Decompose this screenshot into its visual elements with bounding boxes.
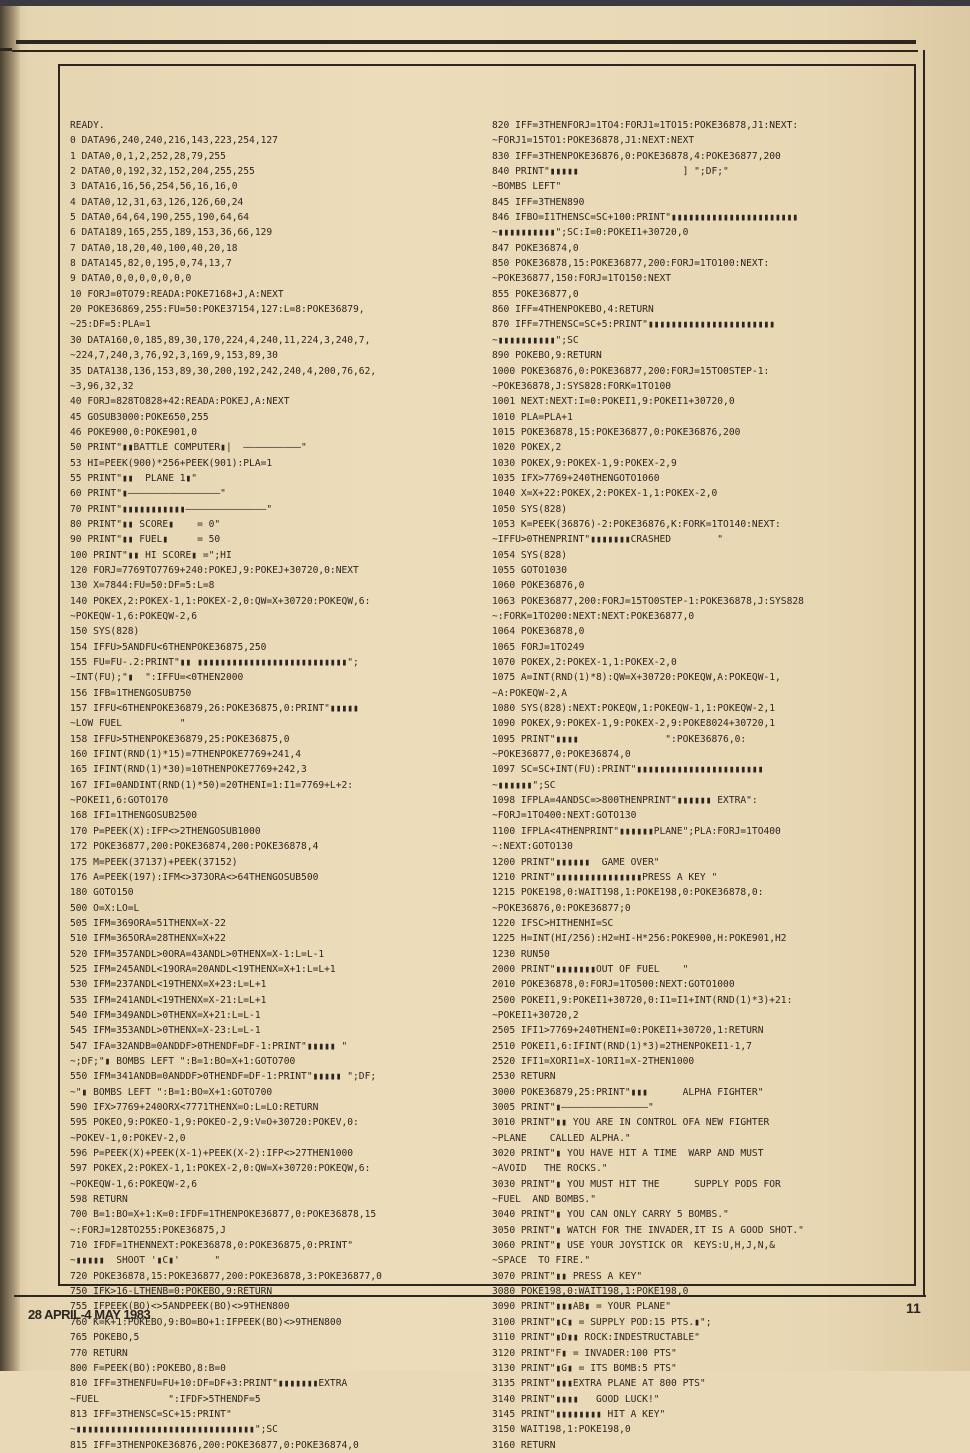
listing-column-left (70, 118, 492, 1453)
code-line-continuation: ~POKEQW-1,6:POKEQW-2,6 (70, 611, 198, 622)
code-line: 175 M=PEEK(37137)+PEEK(37152) (70, 856, 238, 868)
code-line: 800 F=PEEK(BO):POKEBO,8:B=0 (70, 1362, 226, 1374)
code-line: 820 IFF=3THENFORJ=1TO4:FORJ1=1TO15:POKE36878,J1:NEXT: (492, 120, 799, 131)
code-line: 4 DATA0,12,31,63,126,126,60,24 (70, 196, 244, 208)
code-line: 505 IFM=369ORA=51THENX=X-22 (70, 917, 226, 929)
code-line: 755 IFPEEK(BO)<>5ANDPEEK(BO)<>9THEN800 (70, 1301, 290, 1313)
code-line: 1053 K=PEEK(36876)-2:POKE36876,K:FORK=1TO140:NEXT: (492, 518, 781, 530)
code-line: 1095 PRINT"▮▮▮▮ ":POKE36876,0: (492, 733, 747, 745)
code-line-continuation: ~:FORK=1TO200:NEXT:NEXT:POKE36877,0 (492, 611, 695, 622)
code-line: 813 IFF=3THENSC=SC+15:PRINT" (70, 1408, 232, 1420)
code-line: 860 IFF=4THENPOKEBO,4:RETURN (492, 304, 654, 316)
code-line: 3110 PRINT"▮D▮▮ ROCK:INDESTRUCTABLE" (492, 1332, 700, 1344)
code-line: 700 B=1:BO=X+1:K=0:IFDF=1THENPOKE36877,0:POKE36878,15 (70, 1209, 377, 1221)
code-line: 3070 PRINT"▮▮ PRESS A KEY" (492, 1270, 643, 1282)
code-line: 1040 X=X+22:POKEX,2:POKEX-1,1:POKEX-2,0 (492, 488, 718, 500)
code-line: 158 IFFU>5THENPOKE36879,25:POKE36875,0 (70, 733, 290, 745)
code-line: 53 HI=PEEK(900)*256+PEEK(901):PLA=1 (70, 457, 273, 469)
code-line: 3135 PRINT"▮▮▮EXTRA PLANE AT 800 PTS" (492, 1378, 706, 1390)
code-line-continuation: ~POKE36878,J:SYS828:FORK=1TO100 (492, 380, 672, 392)
header-rule-thick (16, 40, 916, 44)
code-line: 1015 POKE36878,15:POKE36877,0:POKE36876,200 (492, 426, 741, 438)
code-line: 0 DATA96,240,240,216,143,223,254,127 (70, 135, 278, 147)
code-line: 150 SYS(828) (70, 626, 140, 638)
header-rule-stub (0, 48, 12, 51)
code-line: 1225 H=INT(HI/256):H2=HI-H*256:POKE900,H:POKE901,H2 (492, 933, 787, 945)
code-line: 3000 POKE36879,25:PRINT"▮▮▮ ALPHA FIGHTER" (492, 1086, 764, 1098)
code-line: 3050 PRINT"▮ WATCH FOR THE INVADER,IT IS A GOOD SHOT." (492, 1224, 804, 1236)
code-line-continuation: ~3,96,32,32 (70, 380, 134, 392)
header-rule-thin (12, 50, 918, 52)
code-line: 765 POKEBO,5 (70, 1332, 140, 1344)
code-line: 530 IFM=237ANDL<19THENX=X+23:L=L+1 (70, 979, 267, 991)
code-line: 1075 A=INT(RND(1)*8):QW=X+30720:POKEQW,A:POKEQW-1, (492, 672, 781, 684)
code-line: 167 IFI=0ANDINT(RND(1)*50)=20THENI=1:I1=7769+L+2: (70, 779, 354, 791)
code-line: 596 P=PEEK(X)+PEEK(X-1)+PEEK(X-2):IFP<>27THEN1000 (70, 1148, 354, 1160)
code-line: 535 IFM=241ANDL<19THENX=X-21:L=L+1 (70, 994, 267, 1006)
code-line: 5 DATA0,64,64,190,255,190,64,64 (70, 212, 250, 224)
code-line: 520 IFM=357ANDL>0ORA=43ANDL>0THENX=X-1:L=L-1 (70, 948, 325, 960)
code-line: 840 PRINT"▮▮▮▮▮ ] ";DF;" (492, 166, 729, 178)
code-line-continuation: ~▮▮▮▮▮ SHOOT '▮C▮' " (70, 1255, 221, 1267)
code-line: 100 PRINT"▮▮ HI SCORE▮ =";HI (70, 549, 232, 561)
code-line: 30 DATA160,0,185,89,30,170,224,4,240,11,224,3,240,7, (70, 334, 371, 346)
code-line: 720 POKE36878,15:POKE36877,200:POKE36878,3:POKE36877,0 (70, 1270, 382, 1282)
code-line: 3030 PRINT"▮ YOU MUST HIT THE SUPPLY PODS FOR (492, 1178, 781, 1190)
outer-right-rule (923, 50, 925, 1295)
code-line: 1001 NEXT:NEXT:I=0:POKEI1,9:POKEI1+30720,0 (492, 396, 735, 408)
code-line: 550 IFM=341ANDB=0ANDDF>0THENDF=DF-1:PRINT"▮▮▮▮▮ ";DF; (70, 1071, 377, 1083)
code-line-continuation: ~FORJ1=15TO1:POKE36878,J1:NEXT:NEXT (492, 135, 695, 147)
code-line-continuation: ~POKE36877,0:POKE36874,0 (492, 749, 631, 761)
code-line-continuation: ~▮▮▮▮▮▮▮▮▮▮";SC (492, 334, 579, 346)
code-line: 1097 SC=SC+INT(FU):PRINT"▮▮▮▮▮▮▮▮▮▮▮▮▮▮▮▮▮▮▮▮▮▮ (492, 764, 764, 776)
code-line: 2000 PRINT"▮▮▮▮▮▮▮OUT OF FUEL " (492, 963, 689, 975)
code-line: 172 POKE36877,200:POKE36874,200:POKE36878,4 (70, 841, 319, 853)
code-line: 180 GOTO150 (70, 887, 134, 899)
code-line-continuation: ~LOW FUEL " (70, 718, 186, 730)
code-line: 547 IFA=32ANDB=0ANDDF>0THENDF=DF-1:PRINT"▮▮▮▮▮ " (70, 1040, 348, 1052)
code-line: 1065 FORJ=1TO249 (492, 641, 585, 653)
code-line: 70 PRINT"▮▮▮▮▮▮▮▮▮▮▮——————————————" (70, 503, 273, 515)
code-line-continuation: ~:NEXT:GOTO130 (492, 841, 573, 853)
code-line: 598 RETURN (70, 1194, 128, 1206)
code-line: 3020 PRINT"▮ YOU HAVE HIT A TIME WARP AND MUST (492, 1148, 764, 1160)
binding-spine (0, 0, 20, 1371)
code-line-continuation: ~IFFU>0THENPRINT"▮▮▮▮▮▮▮CRASHED " (492, 534, 724, 546)
code-line: 3160 RETURN (492, 1439, 556, 1451)
code-line: 2500 POKEI1,9:POKEI1+30720,0:I1=I1+INT(RND(1)*3)+21: (492, 994, 793, 1006)
code-line: 155 FU=FU-.2:PRINT"▮▮ ▮▮▮▮▮▮▮▮▮▮▮▮▮▮▮▮▮▮▮▮▮▮▮▮▮▮"; (70, 657, 359, 669)
code-line: 3145 PRINT"▮▮▮▮▮▮▮▮ HIT A KEY" (492, 1408, 666, 1420)
code-line: 1090 POKEX,9:POKEX-1,9:POKEX-2,9:POKE8024+30720,1 (492, 718, 776, 730)
code-line: 2505 IFI1>7769+240THENI=0:POKEI1+30720,1:RETURN (492, 1025, 764, 1037)
code-line: 165 IFINT(RND(1)*30)=10THENPOKE7769+242,3 (70, 764, 307, 776)
code-line: 3040 PRINT"▮ YOU CAN ONLY CARRY 5 BOMBS." (492, 1209, 729, 1221)
code-line: 3 DATA16,16,56,254,56,16,16,0 (70, 181, 238, 193)
code-line: 2520 IFI1=XORI1=X-1ORI1=X-2THEN1000 (492, 1055, 695, 1067)
code-line: 157 IFFU<6THENPOKE36879,26:POKE36875,0:PRINT"▮▮▮▮▮ (70, 703, 359, 715)
code-line-continuation: ~;DF;"▮ BOMBS LEFT ":B=1:BO=X+1:GOTO700 (70, 1055, 296, 1067)
code-line: 2010 POKE36878,0:FORJ=1TO500:NEXT:GOTO1000 (492, 979, 735, 991)
page-number: 11 (906, 1300, 921, 1316)
code-line: 3080 POKE198,0:WAIT198,1:POKE198,0 (492, 1286, 689, 1298)
code-line: 770 RETURN (70, 1347, 128, 1359)
code-line: 160 IFINT(RND(1)*15)=7THENPOKE7769+241,4 (70, 749, 302, 761)
code-line: 845 IFF=3THEN890 (492, 196, 585, 208)
code-line: 3120 PRINT"F▮ = INVADER:100 PTS" (492, 1347, 677, 1359)
code-line: 540 IFM=349ANDL>0THENX=X+21:L=L-1 (70, 1009, 261, 1021)
code-line: 40 FORJ=828TO828+42:READA:POKEJ,A:NEXT (70, 396, 290, 408)
code-line: READY. (70, 120, 105, 131)
code-line: 597 POKEX,2:POKEX-1,1:POKEX-2,0:QW=X+30720:POKEQW,6: (70, 1163, 371, 1175)
code-line: 1070 POKEX,2:POKEX-1,1:POKEX-2,0 (492, 657, 677, 669)
code-line: 2510 POKEI1,6:IFINT(RND(1)*3)=2THENPOKEI1-1,7 (492, 1040, 752, 1052)
code-line: 590 IFX>7769+240ORX<7771THENX=O:L=LO:RETURN (70, 1102, 319, 1113)
code-line-continuation: ~25:DF=5:PLA=1 (70, 319, 151, 331)
code-line-continuation: ~POKEV-1,0:POKEV-2,0 (70, 1132, 186, 1144)
code-line-continuation: ~POKE36877,150:FORJ=1TO150:NEXT (492, 273, 672, 285)
code-line: 846 IFBO=I1THENSC=SC+100:PRINT"▮▮▮▮▮▮▮▮▮▮▮▮▮▮▮▮▮▮▮▮▮▮ (492, 212, 799, 224)
code-line-continuation: ~INT(FU);"▮ ":IFFU=<0THEN2000 (70, 672, 244, 684)
code-line: 3005 PRINT"▮———————————————" (492, 1102, 654, 1113)
code-line: 156 IFB=1THENGOSUB750 (70, 687, 192, 699)
code-line-continuation: ~"▮ BOMBS LEFT ":B=1:BO=X+1:GOTO700 (70, 1086, 273, 1098)
code-line: 830 IFF=3THENPOKE36876,0:POKE36878,4:POKE36877,200 (492, 150, 781, 162)
code-line-continuation: ~▮▮▮▮▮▮";SC (492, 779, 556, 791)
code-line: 3140 PRINT"▮▮▮▮ GOOD LUCK!" (492, 1393, 660, 1405)
code-line: 1230 RUN50 (492, 948, 550, 960)
code-line-continuation: ~POKEI1+30720,2 (492, 1009, 579, 1021)
code-line: 1035 IFX>7769+240THENGOTO1060 (492, 472, 660, 484)
code-line: 1010 PLA=PLA+1 (492, 411, 573, 423)
code-line: 1030 POKEX,9:POKEX-1,9:POKEX-2,9 (492, 457, 677, 469)
code-line: 9 DATA0,0,0,0,0,0,0,0 (70, 273, 192, 285)
code-line: 140 POKEX,2:POKEX-1,1:POKEX-2,0:QW=X+30720:POKEQW,6: (70, 595, 371, 607)
code-line-continuation: ~POKEI1,6:GOTO170 (70, 795, 169, 807)
top-edge (0, 0, 970, 6)
code-line: 1063 POKE36877,200:FORJ=15TO0STEP-1:POKE36878,J:SYS828 (492, 595, 804, 607)
code-line: 1100 IFPLA<4THENPRINT"▮▮▮▮▮▮PLANE";PLA:FORJ=1TO400 (492, 825, 781, 837)
code-line: 2530 RETURN (492, 1071, 556, 1083)
code-line-continuation: ~:FORJ=128TO255:POKE36875,J (70, 1224, 226, 1236)
code-line: 545 IFM=353ANDL>0THENX=X-23:L=L-1 (70, 1025, 261, 1037)
code-line-continuation: ~FUEL ":IFDF>5THENDF=5 (70, 1393, 261, 1405)
code-line: 3130 PRINT"▮G▮ = ITS BOMB:5 PTS" (492, 1362, 677, 1374)
code-line: 7 DATA0,18,20,40,100,40,20,18 (70, 242, 238, 254)
code-line: 130 X=7844:FU=50:DF=5:L=8 (70, 580, 215, 592)
code-line: 710 IFDF=1THENNEXT:POKE36878,0:POKE36875,0:PRINT" (70, 1240, 354, 1252)
code-line: 120 FORJ=7769TO7769+240:POKEJ,9:POKEJ+30720,0:NEXT (70, 564, 359, 576)
code-line: 90 PRINT"▮▮ FUEL▮ = 50 (70, 534, 221, 546)
code-line: 50 PRINT"▮▮BATTLE COMPUTER▮| ——————————" (70, 442, 307, 454)
code-line: 3060 PRINT"▮ USE YOUR JOYSTICK OR KEYS:U,H,J,N,& (492, 1240, 776, 1252)
code-line: 60 PRINT"▮————————————————" (70, 488, 226, 500)
code-line: 595 POKEO,9:POKEO-1,9:POKEO-2,9:V=O+30720:POKEV,0: (70, 1117, 359, 1129)
code-line: 3090 PRINT"▮▮▮AB▮ = YOUR PLANE" (492, 1301, 672, 1313)
code-line-continuation: ~FUEL AND BOMBS." (492, 1194, 596, 1206)
code-line: 6 DATA189,165,255,189,153,36,66,129 (70, 227, 273, 239)
code-line: 1098 IFPLA=4ANDSC=>800THENPRINT"▮▮▮▮▮▮ EXTRA": (492, 795, 758, 807)
code-line: 154 IFFU>5ANDFU<6THENPOKE36875,250 (70, 641, 267, 653)
code-line: 176 A=PEEK(197):IFM<>373ORA<>64THENGOSUB500 (70, 871, 319, 883)
code-line-continuation: ~FORJ=1TO400:NEXT:GOTO130 (492, 810, 637, 822)
code-line: 525 IFM=245ANDL<19ORA=20ANDL<19THENX=X+1:L=L+1 (70, 963, 336, 975)
code-line: 8 DATA145,82,0,195,0,74,13,7 (70, 258, 232, 270)
code-line: 1210 PRINT"▮▮▮▮▮▮▮▮▮▮▮▮▮▮▮PRESS A KEY " (492, 871, 718, 883)
code-line: 1080 SYS(828):NEXT:POKEQW,1:POKEQW-1,1:POKEQW-2,1 (492, 703, 776, 715)
code-line: 1215 POKE198,0:WAIT198,1:POKE198,0:POKE36878,0: (492, 887, 764, 899)
code-line: 1220 IFSC>HITHENHI=SC (492, 917, 614, 929)
code-line: 1055 GOTO1030 (492, 564, 568, 576)
code-line: 1020 POKEX,2 (492, 442, 562, 454)
code-line-continuation: ~POKE36876,0:POKE36877;0 (492, 902, 631, 914)
code-line: 2 DATA0,0,192,32,152,204,255,255 (70, 166, 255, 178)
code-line-continuation: ~AVOID THE ROCKS." (492, 1163, 608, 1175)
code-line-continuation: ~SPACE TO FIRE." (492, 1255, 591, 1267)
code-line: 170 P=PEEK(X):IFP<>2THENGOSUB1000 (70, 825, 261, 837)
code-line: 1054 SYS(828) (492, 549, 568, 561)
code-line: 1200 PRINT"▮▮▮▮▮▮ GAME OVER" (492, 856, 660, 868)
code-line: 890 POKEBO,9:RETURN (492, 350, 602, 362)
code-line-continuation: ~POKEQW-1,6:POKEQW-2,6 (70, 1178, 198, 1190)
code-line: 1 DATA0,0,1,2,252,28,79,255 (70, 150, 226, 162)
code-line-continuation: ~BOMBS LEFT" (492, 181, 562, 193)
code-line: 510 IFM=365ORA=28THENX=X+22 (70, 933, 226, 945)
code-line: 815 IFF=3THENPOKE36876,200:POKE36877,0:POKE36874,0 (70, 1439, 359, 1451)
code-line: 55 PRINT"▮▮ PLANE 1▮" (70, 472, 198, 484)
issue-date: 28 APRIL-4 MAY 1983 (28, 1307, 151, 1322)
code-line: 3150 WAIT198,1:POKE198,0 (492, 1424, 631, 1436)
code-line: 80 PRINT"▮▮ SCORE▮ = 0" (70, 518, 221, 530)
code-line: 850 POKE36878,15:POKE36877,200:FORJ=1TO100:NEXT: (492, 258, 770, 270)
code-line: 168 IFI=1THENGOSUB2500 (70, 810, 198, 822)
code-line: 870 IFF=7THENSC=SC+5:PRINT"▮▮▮▮▮▮▮▮▮▮▮▮▮▮▮▮▮▮▮▮▮▮ (492, 319, 776, 331)
code-line: 46 POKE900,0:POKE901,0 (70, 426, 198, 438)
code-line: 1050 SYS(828) (492, 503, 568, 515)
code-line-continuation: ~224,7,240,3,76,92,3,169,9,153,89,30 (70, 350, 278, 362)
code-line-continuation: ~A:POKEQW-2,A (492, 687, 568, 699)
code-line: 45 GOSUB3000:POKE650,255 (70, 411, 209, 423)
code-line: 3100 PRINT"▮C▮ = SUPPLY POD:15 PTS.▮"; (492, 1316, 712, 1328)
code-line: 10 FORJ=0TO79:READA:POKE7168+J,A:NEXT (70, 288, 284, 300)
code-line-continuation: ~▮▮▮▮▮▮▮▮▮▮▮▮▮▮▮▮▮▮▮▮▮▮▮▮▮▮▮▮▮▮▮";SC (70, 1424, 278, 1436)
code-line: 760 K=K+1:POKEBO,9:BO=BO+1:IFPEEK(BO)<>9THEN800 (70, 1316, 342, 1328)
code-line: 20 POKE36869,255:FU=50:POKE37154,127:L=8:POKE36879, (70, 304, 365, 316)
code-line-continuation: ~▮▮▮▮▮▮▮▮▮▮";SC:I=0:POKEI1+30720,0 (492, 227, 689, 239)
code-line: 750 IFK>16-LTHENB=0:POKEBO,9:RETURN (70, 1286, 273, 1298)
code-line-continuation: ~PLANE CALLED ALPHA." (492, 1132, 631, 1144)
code-line: 3010 PRINT"▮▮ YOU ARE IN CONTROL OFA NEW FIGHTER (492, 1117, 770, 1129)
code-line: 35 DATA138,136,153,89,30,200,192,242,240,4,200,76,62, (70, 365, 377, 377)
code-line: 847 POKE36874,0 (492, 242, 579, 254)
code-line: 1000 POKE36876,0:POKE36877,200:FORJ=15TO0STEP-1: (492, 365, 770, 377)
listing-column-right (492, 118, 908, 1453)
code-line: 810 IFF=3THENFU=FU+10:DF=DF+3:PRINT"▮▮▮▮▮▮▮EXTRA (70, 1378, 348, 1390)
code-line: 1064 POKE36878,0 (492, 626, 585, 638)
code-line: 1060 POKE36876,0 (492, 580, 585, 592)
code-line: 500 O=X:LO=L (70, 902, 140, 914)
code-line: 855 POKE36877,0 (492, 288, 579, 300)
